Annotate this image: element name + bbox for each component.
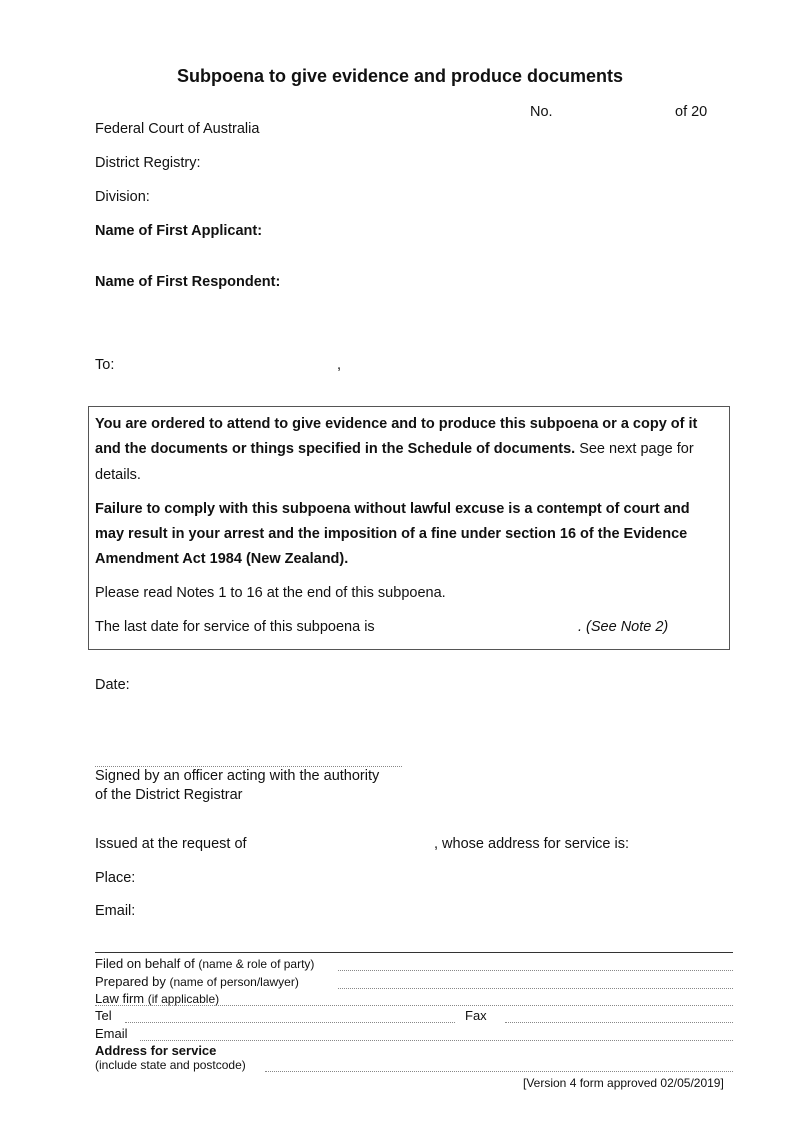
to-label: To: bbox=[95, 357, 115, 373]
footer-firm-hint: (if applicable) bbox=[147, 992, 220, 1006]
notice-order-line-3: details. bbox=[95, 467, 141, 483]
notice-order-line-2-rest: See next page for bbox=[575, 441, 694, 457]
first-applicant-label: Name of First Applicant: bbox=[95, 223, 263, 239]
issued-address-label: , whose address for service is: bbox=[434, 836, 630, 852]
email-field[interactable] bbox=[140, 1040, 733, 1041]
footer-divider bbox=[95, 952, 733, 953]
filed-on-behalf-field[interactable] bbox=[338, 970, 733, 971]
footer-filed-label: Filed on behalf of bbox=[95, 956, 195, 971]
file-year-label: of 20 bbox=[675, 104, 708, 120]
footer-prepared-by bbox=[95, 974, 299, 989]
notice-order-line-2-bold: and the documents or things specified in the Schedule of documents. bbox=[95, 441, 576, 457]
tel-field[interactable] bbox=[125, 1022, 455, 1023]
footer-prepared-label: Prepared by bbox=[95, 974, 166, 989]
notice-see-note: . (See Note 2) bbox=[578, 619, 669, 635]
footer-email-label: Email bbox=[95, 1026, 128, 1041]
signature-caption-line-1: Signed by an officer acting with the authority bbox=[95, 768, 380, 784]
signature-line bbox=[95, 766, 402, 767]
date-label: Date: bbox=[95, 677, 130, 693]
notice-warning-line-1: Failure to comply with this subpoena without lawful excuse is a contempt of court and bbox=[95, 501, 690, 517]
signature-caption-line-2: of the District Registrar bbox=[95, 787, 243, 803]
issued-place-label: Place: bbox=[95, 870, 136, 886]
issued-email-label: Email: bbox=[95, 903, 136, 919]
notice-warning-line-2: may result in your arrest and the imposition of a fine under section 16 of the Evidence bbox=[95, 526, 688, 542]
footer-firm-label: Law firm bbox=[95, 991, 145, 1006]
footer-address-hint: (include state and postcode) bbox=[95, 1058, 246, 1072]
address-for-service-field[interactable] bbox=[265, 1071, 733, 1072]
to-comma: , bbox=[337, 357, 342, 373]
notice-order-line-2 bbox=[95, 441, 694, 457]
footer-filed-hint: (name & role of party) bbox=[198, 957, 315, 971]
notice-last-date-label: The last date for service of this subpoena is bbox=[95, 619, 375, 635]
notice-order-line-1: You are ordered to attend to give evidence and to produce this subpoena or a copy of it bbox=[95, 416, 698, 432]
notice-read-notes: Please read Notes 1 to 16 at the end of this subpoena. bbox=[95, 585, 446, 601]
issued-request-label: Issued at the request of bbox=[95, 836, 247, 852]
footer-law-firm bbox=[95, 991, 219, 1006]
file-number-label: No. bbox=[530, 104, 553, 120]
footer-filed-on-behalf bbox=[95, 956, 314, 971]
law-firm-field[interactable] bbox=[95, 1005, 733, 1006]
division-label: Division: bbox=[95, 189, 150, 205]
footer-address-label: Address for service bbox=[95, 1043, 217, 1058]
footer-prepared-hint: (name of person/lawyer) bbox=[169, 975, 299, 989]
form-version: [Version 4 form approved 02/05/2019] bbox=[523, 1076, 724, 1090]
first-respondent-label: Name of First Respondent: bbox=[95, 274, 281, 290]
prepared-by-field[interactable] bbox=[338, 988, 733, 989]
footer-tel-label: Tel bbox=[95, 1008, 112, 1023]
district-registry-label: District Registry: bbox=[95, 155, 201, 171]
page-title: Subpoena to give evidence and produce documents bbox=[176, 66, 624, 86]
fax-field[interactable] bbox=[505, 1022, 733, 1023]
court-name: Federal Court of Australia bbox=[95, 121, 260, 137]
notice-warning-line-3: Amendment Act 1984 (New Zealand). bbox=[95, 551, 349, 567]
footer-fax-label: Fax bbox=[465, 1008, 487, 1023]
